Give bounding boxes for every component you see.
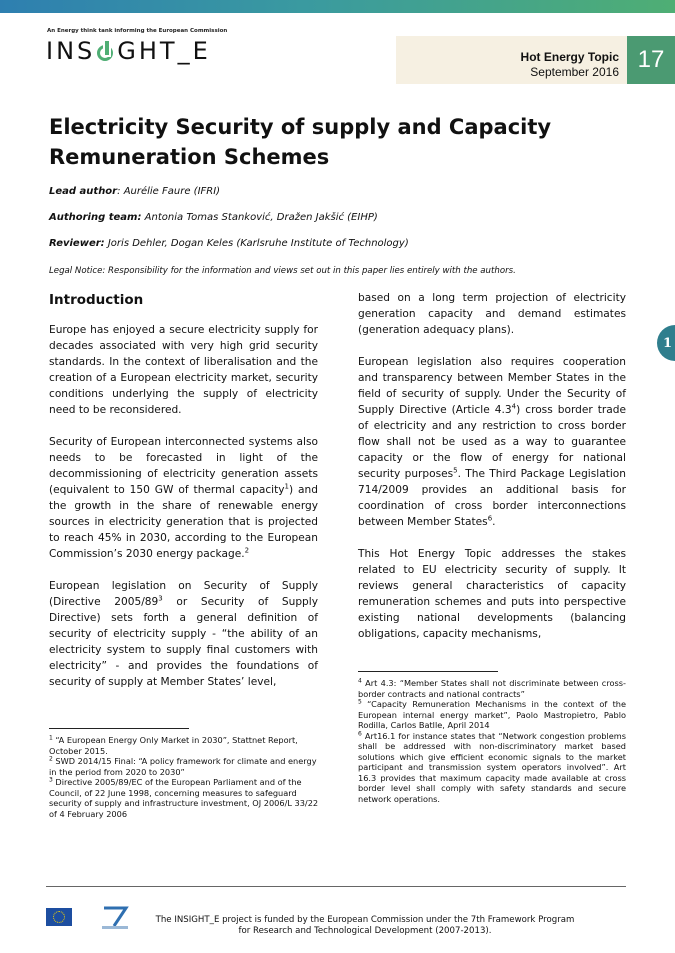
page-title: Electricity Security of supply and Capacity Remuneration Schemes bbox=[49, 115, 552, 169]
footnote: $^1$ “A European Energy Only Market in 2030”, Stattnet Report, October 2015. bbox=[49, 734, 298, 756]
page-number-badge: 1 bbox=[657, 325, 675, 361]
footnotes-left bbox=[49, 735, 321, 819]
top-gradient-bar bbox=[0, 0, 675, 13]
footnote: $^2$ SWD 2014/15 Final: “A policy framework for climate and energy in the period from 2020 to 2030” bbox=[49, 755, 317, 777]
paragraph: based on a long term projection of electricity generation capacity and demand estimates (generation adequacy plans). bbox=[358, 292, 626, 336]
insight-e-logo bbox=[46, 37, 211, 65]
paragraph: European legislation on Security of Supply (Directive $2005/89^3$ or Security of Supply Directive) sets forth a general definition of security of electricity supply - “the ability of an electricity system to supply final customers with electricity” - and provides the foundations of security of supply at Member States’ level, bbox=[49, 580, 318, 688]
hot-topic-box bbox=[396, 36, 627, 84]
footnote-divider bbox=[49, 728, 189, 729]
issue-number: 17 bbox=[627, 36, 675, 84]
tagline: An Energy think tank informing the European Commission bbox=[47, 28, 228, 34]
paragraph: Europe has enjoyed a secure electricity supply for decades associated with very high grid security standards. In the context of liberalisation and the creation of a European electricity market, security conditions underlying the supply of electricity need to be reconsidered. bbox=[49, 324, 318, 416]
section-heading-introduction: Introduction bbox=[49, 292, 144, 308]
paragraph: European legislation also requires cooperation and transparency between Member States in the field of security of supply. Under the Security of Supply Directive (Article $4.3^4$) cross border trade of electricity and any restriction to cross border flow shall not be used as a way to guarantee capacity or the flow of energy for national security purposes$^5$. The Third Package Legislation 714/2009 provides an additional basis for coordination of cross border interconnections between Member States$^6$. bbox=[358, 356, 627, 528]
paragraph: Security of European interconnected systems also needs to be forecasted in light of the decommissioning of electricity generation assets (equivalent to 150 GW of thermal capacity$^1$) and the growth in the share of renewable energy sources in electricity generation that is projected to reach 45% in 2030, according to the European Commission’s 2030 energy package.$^2$ bbox=[49, 436, 318, 560]
footer-funding-text: The INSIGHT_E project is funded by the European Commission under the 7th Framework Program for Research and Technological Development (2007-2013). bbox=[155, 915, 575, 936]
power-icon bbox=[95, 37, 117, 65]
footnote: $^3$ Directive 2005/89/EC of the European Parliament and of the Council, of 22 June 1998, concerning measures to safeguard security of supply and infrastructure investment, OJ 2006/L 33/22 of 4 February 2006 bbox=[49, 776, 319, 819]
footnote: $^4$ Art 4.3: “Member States shall not discriminate between cross-border contracts and national contracts” bbox=[358, 677, 626, 699]
left-column bbox=[49, 322, 318, 706]
reviewer: Reviewer: Joris Dehler, Dogan Keles (Karlsruhe Institute of Technology) bbox=[49, 238, 409, 249]
eu-flag-icon bbox=[46, 908, 72, 926]
footnotes-right bbox=[358, 678, 626, 804]
authoring-team: Authoring team: Antonia Tomas Stanković, Dražen Jakšić (EIHP) bbox=[49, 212, 378, 223]
right-column bbox=[358, 290, 626, 658]
topic-label: Hot Energy Topic bbox=[520, 50, 619, 64]
lead-author: Lead author: Aurélie Faure (IFRI) bbox=[49, 186, 221, 197]
legal-notice: Legal Notice: Responsibility for the information and views set out in this paper lies entirely with the authors. bbox=[49, 266, 516, 276]
fp7-logo-icon bbox=[100, 904, 130, 930]
logo-text-part: INS bbox=[46, 37, 96, 65]
footnote: $^6$ Art16.1 for instance states that “Network congestion problems shall be addressed with non-discriminatory market based solutions which give efficient economic signals to the market participant and transmission system operators involved”. Art 16.3 provides that maximum capacity made available at cross border level shall comply with safety standards and secure network operations. bbox=[358, 729, 626, 804]
issue-date: September 2016 bbox=[530, 65, 619, 79]
footnote-divider bbox=[358, 671, 498, 672]
footnote: $^5$ “Capacity Remuneration Mechanisms in the context of the European internal energy market”, Paolo Mastropietro, Pablo Rodilla, Carlos Batlle, April 2014 bbox=[358, 698, 626, 730]
footer-divider bbox=[46, 886, 626, 887]
paragraph: This Hot Energy Topic addresses the stakes related to EU electricity security of supply. It reviews general characteristics of capacity remuneration schemes and puts into perspective existing national developments (balancing obligations, capacity mechanisms, bbox=[358, 548, 626, 640]
logo-text-part: GHT_E bbox=[117, 37, 211, 65]
